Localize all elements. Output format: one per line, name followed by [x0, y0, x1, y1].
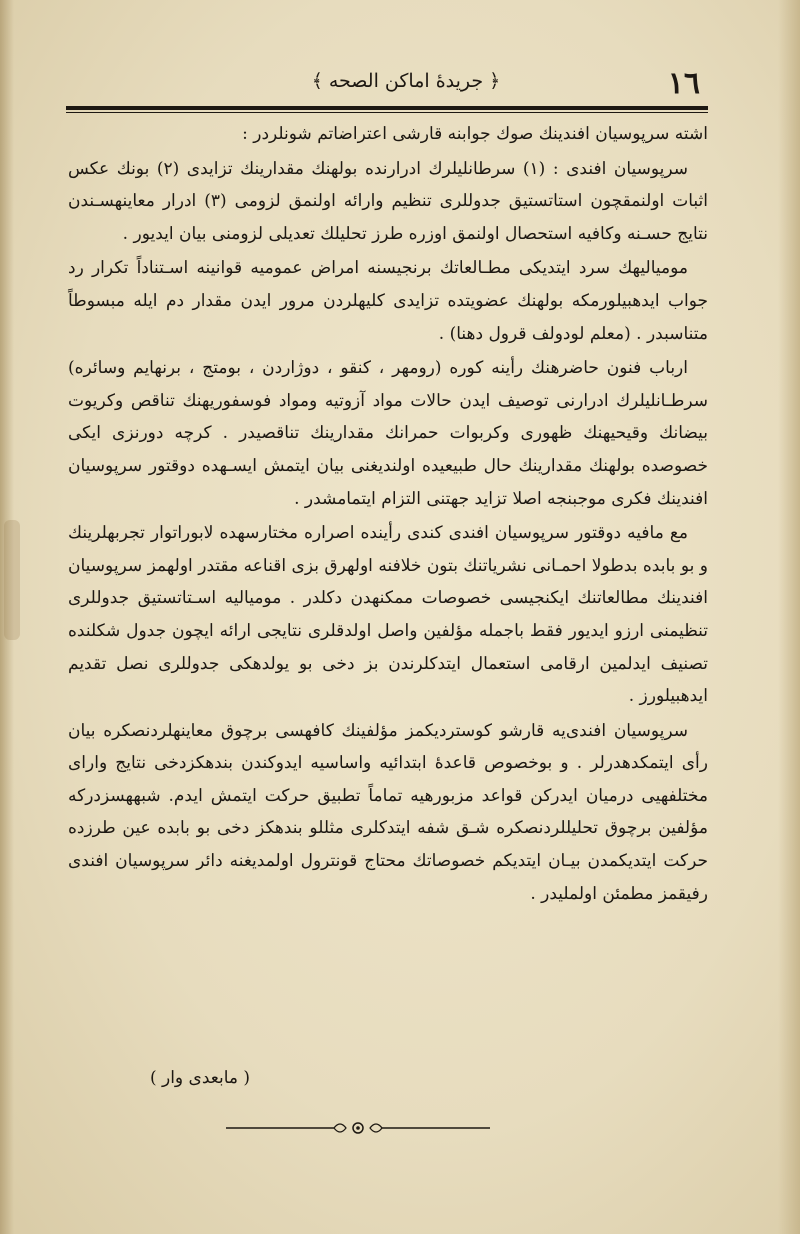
paragraph-intro: اشته سرپوسیان افندینك صوك جوابنه قارشی اعتراضاتم شونلردر : [242, 124, 708, 144]
continued-note: ( مابعدی وار ) [149, 1068, 251, 1088]
paragraph: سرپوسیان افندی : (١) سرطانلیلرك ادرارنده بولهنك مقدارینك تزایدی (٢) بونك عكس اثبات اولنمقچون استاتستیق جدوللری تنظیم وارائه اولنمق لزومی (٣) ادرار معاینهسـندن نتایج حسـنه وكافیه استحصال اولنمق اوزره طرز تحلیلك تعدیلی لزومنی بیان ایدیور . [68, 158, 708, 244]
page-header [66, 66, 708, 106]
paper-stain [4, 520, 20, 640]
header-rule-thick [66, 106, 708, 110]
header-rule-thin [66, 112, 708, 113]
running-title: ﴿ جريدهٔ اماكن الصحه ﴾ [311, 70, 501, 92]
article-body [68, 118, 708, 912]
paragraph: ارباب فنون حاضرهنك رأینه كوره (رومهر ، كنقو ، دوژاردن ، بومتج ، برنهایم وسائره) سرطـانلیلرك ادرارنی توصیف ایدن حالات مواد آزوتیه ومواد فوسفوریهنك تناقص وكریوت بیضانك وقیحیهنك ظهوری وكربوات حمرانك مقدارینك تناقصیدر . كرچه دورنزی ایكی خصوصده بولهنك مقدارینك حال طبیعیده اولندیغنی بیان ایتمش ایسـهده دوقتور سرپوسیان افندینك فكری موجبنجه اصلا تزاید جهتنی التزام ایتمامشدر . [68, 358, 708, 509]
paragraph: مع مافیه دوقتور سرپوسیان افندی كندی رأینده اصراره مختارسهده لابوراتوار تجربهلرینك و بو بابده بدطولا احمـانی نشریاتنك بتون خلافنه اولهرق بزی اقناعه مقتدر اولهمز سرپوسیان افندینك مطالعاتنك ایكنجیسی خصوصات ممكنهدن دكلدر . مومیالیه اسـتاتستیق جدوللری تنظیمنی ارزو ایدیور فقط باجمله مؤلفین واصل اولدقلری نتایجی ارائه ایچون جدول شكلنده تصنیف ایدلمین ارقامی استعمال ایتدكلرندن بز دخی بو یولدهكی جدوللری نصل تقدیم ایدهبیلورز . [68, 523, 708, 707]
ornamental-divider [226, 1118, 490, 1138]
paragraph: سرپوسیان افندی‌یه قارشو كوستردیكمز مؤلفینك كافهسی برچوق معاینهلردنصكره بیان رأی ایتمكدهدرلر . و بوخصوص قاعدهٔ ابتدائیه واساسیه ایدوكندن بندهكزدخی نتایج وارای مختلفهیی درمیان ایدركن قواعد مزبورهیه تماماً تطبیق حركت ایتمش ایدم. شبههسزدركه مؤلفین برچوق تحلیللردنصكره شـق شفه ایتدكلری مثللو بندهكز دخی بو بابده عین طرزده حركت ایتدیكمدن بیـان ایتدیكم خصوصاتك محتاج قونترول اولمدیغنه دائر سرپوسیان افندی رفیقمز مطمئن اولملیدر . [68, 720, 708, 904]
paragraph: مومیالیهك سرد ایتدیكی مطـالعاتك برنجیسنه امراض عمومیه قوانینه اسـتناداً تكرار رد جواب ایدهبیلورمكه بولهنك عضویتده تزایدی كلیهلردن مرور ایدن مقدار دم ایله مبسوطاً متناسبدر . (معلم لودولف قرول دهنا) . [68, 258, 708, 344]
page-right-edge-shadow [778, 0, 800, 1234]
page-number: ١٦ [667, 66, 700, 101]
